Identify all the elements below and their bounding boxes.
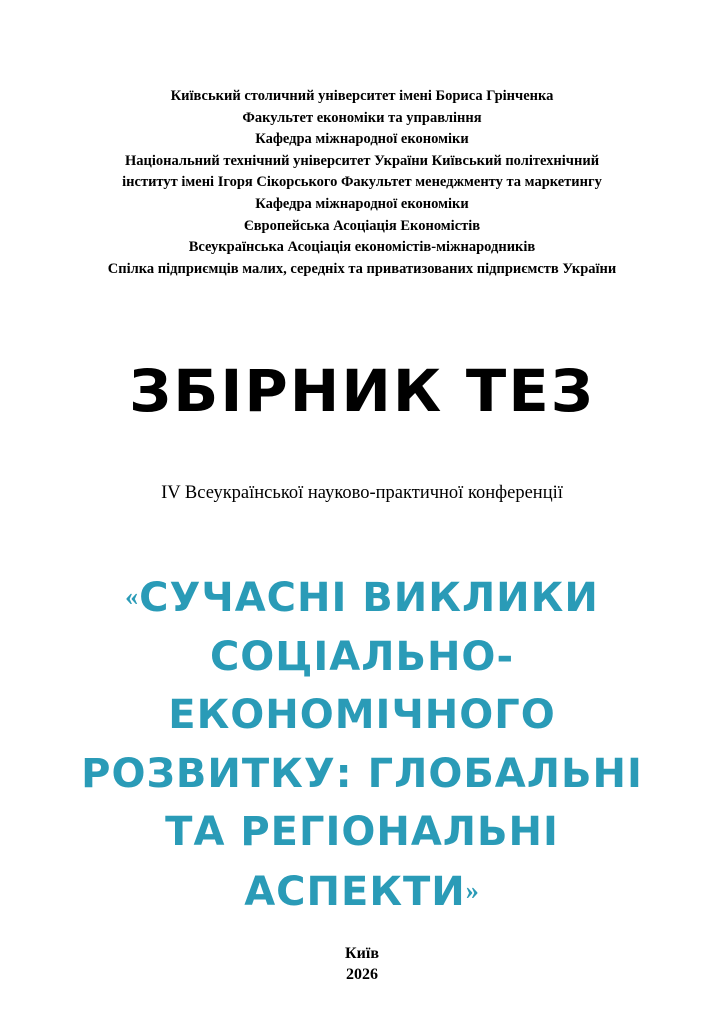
close-quote: »	[465, 875, 480, 905]
org-line: Київський столичний університет імені Бориса Грінченка	[170, 88, 554, 104]
org-line: Кафедра міжнародної економіки	[255, 195, 469, 212]
org-line: інститут імені Ігоря Сікорського Факультет менеджменту та маркетингу	[122, 174, 602, 191]
org-line: Факультет економіки та управління	[242, 109, 482, 126]
conference-title-text: АСПЕКТИ	[244, 868, 466, 915]
conference-title-line: РОЗВИТКУ: ГЛОБАЛЬНІ	[81, 750, 643, 797]
conference-title-line: ТА РЕГІОНАЛЬНІ	[165, 809, 559, 855]
conference-title-line: ЕКОНОМІЧНОГО	[168, 692, 556, 738]
org-line: Спілка підприємців малих, середніх та приватизованих підприємств України	[107, 260, 617, 277]
year: 2026	[346, 966, 378, 983]
conference-title-line	[40, 568, 684, 628]
org-line: Національний технічний університет України Київський політехнічний	[124, 152, 600, 169]
open-quote: «	[125, 582, 140, 611]
conference-subtitle: IV Всеукраїнської науково-практичної конференції	[161, 483, 563, 503]
conference-title-line	[40, 862, 684, 922]
org-line: Кафедра міжнародної економіки	[255, 131, 469, 148]
conference-title-line: СОЦІАЛЬНО-	[209, 633, 515, 680]
organizations-block	[0, 86, 724, 280]
org-line: Європейська Асоціація Економістів	[243, 217, 481, 234]
org-line: Всеукраїнська Асоціація економістів-міжнародників	[188, 239, 536, 256]
conference-title-text: СУЧАСНІ ВИКЛИКИ	[139, 575, 599, 621]
main-title: ЗБІРНИК ТЕЗ	[129, 357, 595, 425]
conference-title	[40, 568, 684, 921]
city: Київ	[345, 945, 379, 962]
